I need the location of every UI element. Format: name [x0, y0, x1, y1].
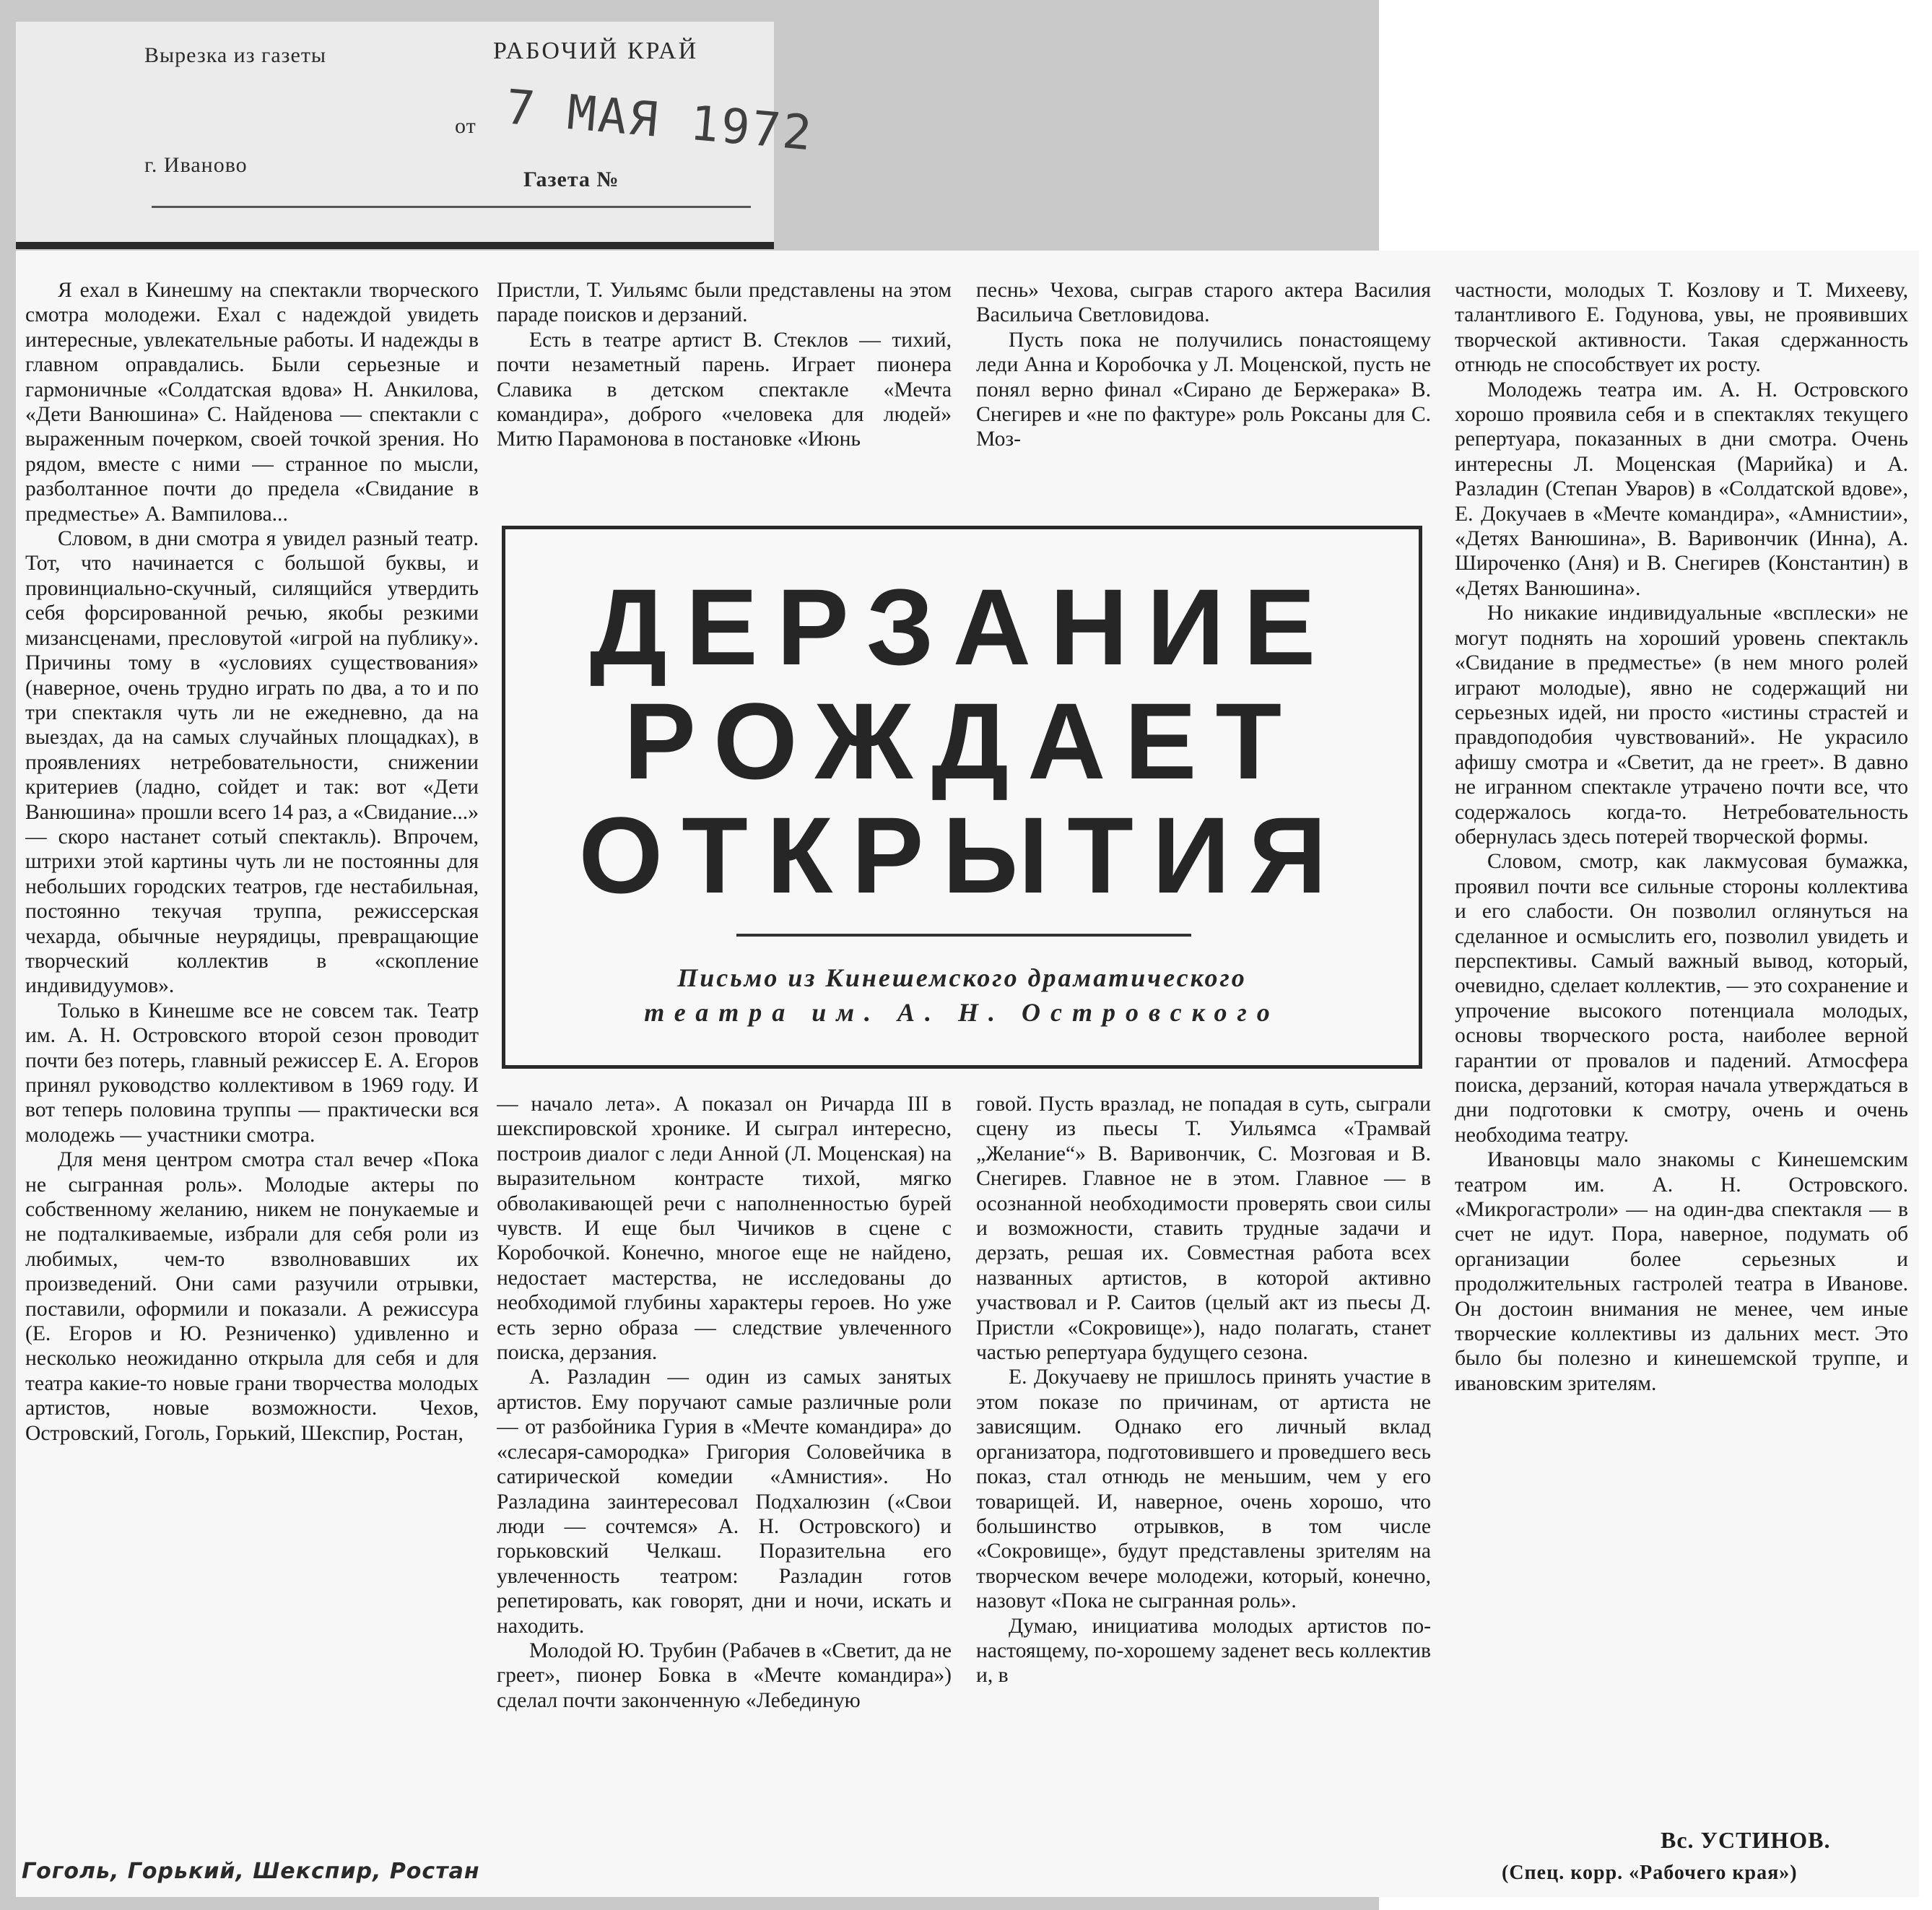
issue-label: Газета №: [523, 168, 619, 191]
paragraph: Словом, в дни смотра я увидел разный театр. Тот, что начинается с большой буквы, и провинциально-скучный, силящийся утвердить себя форсированной речью, якобы резкими мизансценами, пресловутой «игрой на публику». Причины тому в «условиях существования» (наверное, очень трудно играть по два, а то и по три спектакля чуть ли не ежедневно, да на выездах, да на самых случайных площадках), в проявлениях нетребовательности, снижении критериев (ладно, сойдет и так: вот «Дети Ванюшина» прошли всего 14 раз, а «Свидание...» — скоро настанет сотый спектакль). Впрочем, штрихи этой картины чуть ли не постоянны для небольших городских театров, где нестабильная, постоянно текучая труппа, режиссерская чехарда, обычные неурядицы, превращающие творческий коллектив в «скопление индивидуумов».: [25, 527, 479, 998]
headline-subtitle-1: Письмо из Кинешемского драматического: [677, 963, 1247, 992]
headline-box: [502, 526, 1422, 1069]
article-column-1: [25, 278, 479, 1870]
author-credit: (Спец. корр. «Рабочего края»): [1502, 1862, 1798, 1884]
paragraph: песнь» Чехова, сыграв старого актера Василия Васильича Светловидова.: [976, 279, 1431, 327]
paragraph: Пусть пока не получились понастоящему леди Анна и Коробочка у Л. Моценской, пусть не понял верно финал «Сирано де Бержерака» В. Снегирев и «не по фактуре» роль Роксаны для С. Моз-: [976, 328, 1431, 451]
headline-line-3: ОТКРЫТИЯ: [578, 794, 1346, 916]
paragraph: Словом, смотр, как лакмусовая бумажка, проявил почти все сильные стороны коллектива и его слабости. Он позволил оглянуться на сделанное и осмыслить его, позволил увидеть и перспективы. Самый важный вывод, который, очевидно, сделает коллектив, — это сохранение и упрочение высокого потенциала молодых, основы творческого роста, наиболее верной гарантии от провалов и падений. Атмосфера поиска, дерзаний, которая начала утверждаться в дни подготовки к смотру, очень и очень необходима театру.: [1455, 850, 1908, 1147]
clipping-label: Вырезка из газеты: [144, 43, 327, 67]
article-column-3-bottom: [976, 1092, 1431, 1870]
article-column-2-top: [497, 278, 952, 502]
handwritten-note: Гоголь, Горький, Шекспир, Ростан: [22, 1859, 480, 1884]
article-column-3-top: [976, 278, 1431, 502]
paragraph: — начало лета». А показал он Ричарда III в шекспировской хронике. И сыграл интересно, построив диалог с леди Анной (Л. Моценская) на выразительном контрасте тихой, мягко обволакивающей речи с наполненностью бурей чувств. И еще был Чичиков в сцене с Коробочкой. Конечно, многое еще не найдено, недостает мастерства, не исследованы до необходимой глубины характеры героев. Но уже есть зерно образа — следствие увлеченного поиска, дерзания.: [497, 1093, 952, 1365]
header-divider: [152, 206, 751, 208]
paragraph: Для меня центром смотра стал вечер «Пока не сыгранная роль». Молодые актеры по собственному желанию, никем не понукаемые и не подталкиваемые, избрали для себя роли из любимых, чем-то взволновавших их произведений. Они сами разучили отрывки, поставили, оформили и показали. А режиссура (Е. Егоров и Ю. Резниченко) удивленно и несколько неожиданно открыла для себя и для театра какие-то новые грани творчества молодых артистов, новые возможности. Чехов, Островский, Гоголь, Горький, Шекспир, Ростан,: [25, 1148, 479, 1445]
paragraph: Думаю, инициатива молодых артистов по-настоящему, по-хорошему заденет весь коллектив и, в: [976, 1614, 1431, 1688]
paragraph: частности, молодых Т. Козлову и Т. Михееву, талантливого Е. Годунова, увы, не проявивших творческой активности. Такая сдержанность отнюдь не способствует их росту.: [1455, 279, 1908, 377]
paragraph: Но никакие индивидуальные «всплески» не могут поднять на хороший уровень спектакль «Свидание в предместье» (в нем много ролей играют молодые), явно не содержащий ни серьезных идей, ни просто «истины страстей и правдоподобия чувствований». Не украсило афишу смотра и «Светит, да не греет». В давно не игранном спектакле утрачено почти все, что содержалось когда-то. Нетребовательность обернулась здесь потерей творческой формы.: [1455, 602, 1908, 848]
paragraph: Только в Кинешме все не совсем так. Театр им. А. Н. Островского второй сезон проводит почти без потерь, главный режиссер Е. А. Егоров принял руководство коллективом в 1969 году. И вот теперь половина труппы — практически вся молодежь — участники смотра.: [25, 999, 479, 1147]
paragraph: А. Разладин — один из самых занятых артистов. Ему поручают самые различные роли — от разбойника Гурия в «Мечте командира» до «слесаря-самородка» Григория Соловейчика в сатирической комедии «Амнистия». Но Разладина заинтересовал Подхалюзин («Свои люди — сочтемся» А. Н. Островского) и горьковский Челкаш. Поразительна его увлеченность театром: Разладин готов репетировать, как говорят, дни и ночи, искать и находить.: [497, 1366, 952, 1638]
paragraph: Е. Докучаеву не пришлось принять участие в этом показе по причинам, от артиста не зависящим. Однако его личный вклад организатора, подготовившего и проведшего весь показ, стал отнюдь не меньшим, чем у его товарищей. И, наверное, очень хорошо, что большинство отрывков, в том числе «Сокровище», будут представлены зрителям на творческом вечере молодежи, который, конечно, назовут «Пока не сыгранная роль».: [976, 1366, 1431, 1613]
headline-divider: [736, 934, 1191, 937]
headline-line-1: ДЕРЗАНИЕ: [589, 566, 1335, 687]
headline-line-2: РОЖДАЕТ: [623, 680, 1301, 802]
date-prefix: от: [455, 114, 477, 138]
author-signature: Вс. УСТИНОВ.: [1661, 1827, 1831, 1853]
paragraph: говой. Пусть вразлад, не попадая в суть, сыграли сцену из пьесы Т. Уильямса «Трамвай „Желание“» В. Варивончик, С. Мозговая и В. Снегирев. Главное не в этом. Главное — в осознанной необходимости проверять свои силы и возможности, ставить трудные задачи и дерзать, решая их. Совместная работа всех названных артистов, в которой активно участвовал и Р. Саитов (целый акт из пьесы Д. Пристли «Сокровище»), надо полагать, станет частью репертуара будущего сезона.: [976, 1093, 1431, 1365]
article-column-2-bottom: [497, 1092, 952, 1870]
paragraph: Я ехал в Кинешму на спектакли творческого смотра молодежи. Ехал с надеждой увидеть интересные, увлекательные работы. И надежды в главном оправдались. Были серьезные и гармоничные «Солдатская вдова» Н. Анкилова, «Дети Ванюшина» С. Найденова — спектакли с выраженным почерком, своей точкой зрения. Но рядом, вместе с ними — странное по мысли, разболтанное почти до предела «Свидание в предместье» А. Вампилова...: [25, 279, 479, 526]
article-column-4: [1455, 278, 1908, 1816]
paragraph: Есть в театре артист В. Стеклов — тихий, почти незаметный парень. Играет пионера Славика в детском спектакле «Мечта командира», доброго «человека для людей» Митю Парамонова в постановке «Июнь: [497, 328, 952, 451]
header-bottom-bar: [16, 242, 774, 249]
paragraph: Пристли, Т. Уильямс были представлены на этом параде поисков и дерзаний.: [497, 279, 952, 327]
headline-subtitle-2: театра им. А. Н. Островского: [644, 998, 1280, 1027]
city-label: г. Иваново: [144, 153, 248, 177]
paragraph: Молодой Ю. Трубин (Рабачев в «Светит, да не греет», пионер Бовка в «Мечте командира») сделал почти законченную «Лебединую: [497, 1638, 952, 1712]
date-stamp: 7 МАЯ 1972: [503, 79, 816, 162]
paragraph: Молодежь театра им. А. Н. Островского хорошо проявила себя и в спектаклях текущего репертуара, показанных в дни смотра. Очень интересны Л. Моценская (Марийка) и А. Разладин (Степан Уваров) в «Солдатской вдове», Е. Докучаев в «Мечте командира», «Амнистии», «Детях Ванюшина», В. Варивончик (Инна), А. Широченко (Аня) и В. Снегирев (Константин) в «Детях Ванюшина».: [1455, 378, 1908, 600]
newspaper-name: РАБОЧИЙ КРАЙ: [493, 38, 699, 64]
paragraph: Ивановцы мало знакомы с Кинешемским театром им. А. Н. Островского. «Микрогастроли» — на один-два спектакля — в счет не идут. Пора, наверное, подумать об организации более серьезных и продолжительных гастролей театра в Иванове. Он достоин внимания не менее, чем иные творческие коллективы из дальних мест. Это было бы полезно и кинешемской труппе, и ивановским зрителям.: [1455, 1148, 1908, 1395]
